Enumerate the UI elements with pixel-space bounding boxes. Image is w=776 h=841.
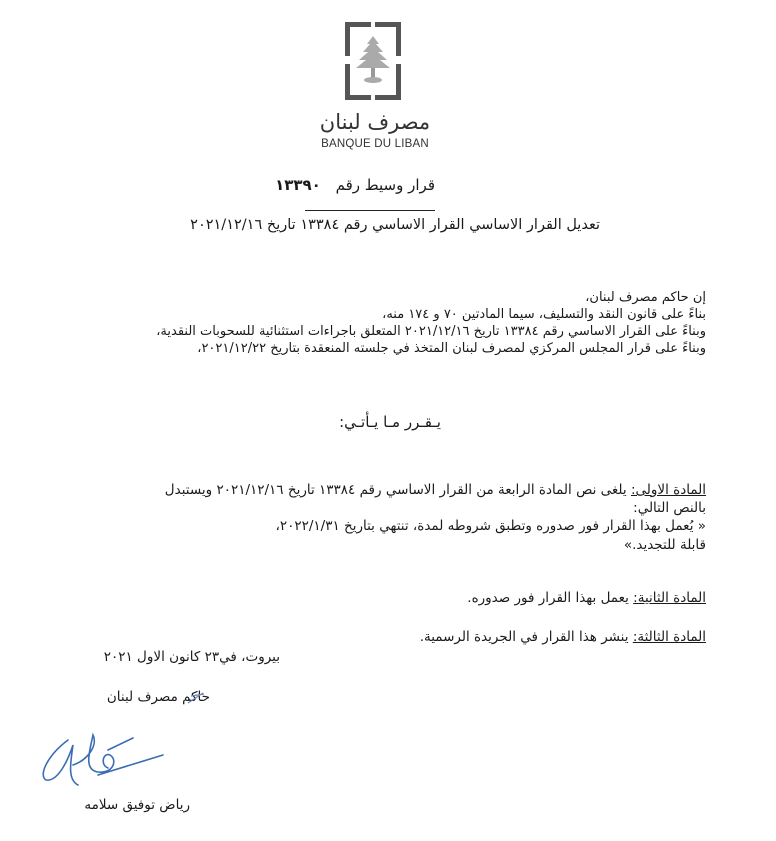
article-text: يعمل بهذا القرار فور صدوره. (467, 590, 634, 606)
article-1-quote-line: قابلة للتجديد.» (623, 537, 706, 553)
article-text: يلغى نص المادة الرابعة من القرار الاساسي رقم ١٣٣٨٤ تاريخ ٢٠٢١/١٢/١٦ ويستبدل (164, 482, 631, 498)
article-1-continuation: بالنص التالي: (633, 500, 706, 516)
bank-logo (343, 20, 403, 102)
cedar-tree-icon (343, 20, 403, 102)
preamble-line: بناءً على قانون النقد والتسليف، سيما المادتين ٧٠ و ١٧٤ منه، (382, 307, 706, 322)
signer-title: حاكم مصرف لبنان (106, 689, 210, 705)
article-1-quote-line: « يُعمل بهذا القرار فور صدوره وتطبق شروطه لمدة، تنتهي بتاريخ ٢٠٢٢/١/٣١، (275, 518, 706, 534)
signer-name: رياض توفيق سلامه (84, 797, 190, 813)
preamble-line: إن حاكم مصرف لبنان، (585, 290, 706, 305)
place-and-date: بيروت، في٢٣ كانون الاول ٢٠٢١ (103, 649, 280, 665)
decision-subtitle: تعديل القرار الاساسي القرار الاساسي رقم ١٣٣٨٤ تاريخ ٢٠٢١/١٢/١٦ (190, 217, 600, 233)
article-label: المادة الثالثة: (632, 629, 706, 645)
article-label: المادة الاولى: (630, 482, 706, 498)
bank-name-arabic: مصرف لبنان (319, 110, 431, 134)
article-3 (56, 628, 706, 646)
article-label: المادة الثانية: (633, 590, 706, 606)
decides-heading: يـقـرر مـا يـأتـي: (339, 413, 441, 431)
preamble-line: وبناءً على القرار الاساسي رقم ١٣٣٨٤ تاريخ ٢٠٢١/١٢/١٦ المتعلق باجراءات استثنائية للسحوبات النقدية، (156, 324, 706, 339)
title-divider (305, 210, 435, 211)
article-2 (56, 589, 706, 607)
bank-name-english: BANQUE DU LIBAN (321, 138, 429, 150)
decision-title (275, 176, 435, 194)
decision-number: ١٣٣٩٠ (275, 176, 321, 194)
decision-title-label: قرار وسيط رقم (335, 176, 435, 194)
initial-mark-icon (185, 690, 207, 706)
handwritten-signature (38, 730, 168, 795)
article-1 (56, 481, 706, 499)
article-text: ينشر هذا القرار في الجريدة الرسمية. (419, 629, 633, 645)
preamble-line: وبناءً على قرار المجلس المركزي لمصرف لبنان المتخذ في جلسته المنعقدة بتاريخ ٢٠٢١/١٢/٢٢، (197, 341, 706, 356)
